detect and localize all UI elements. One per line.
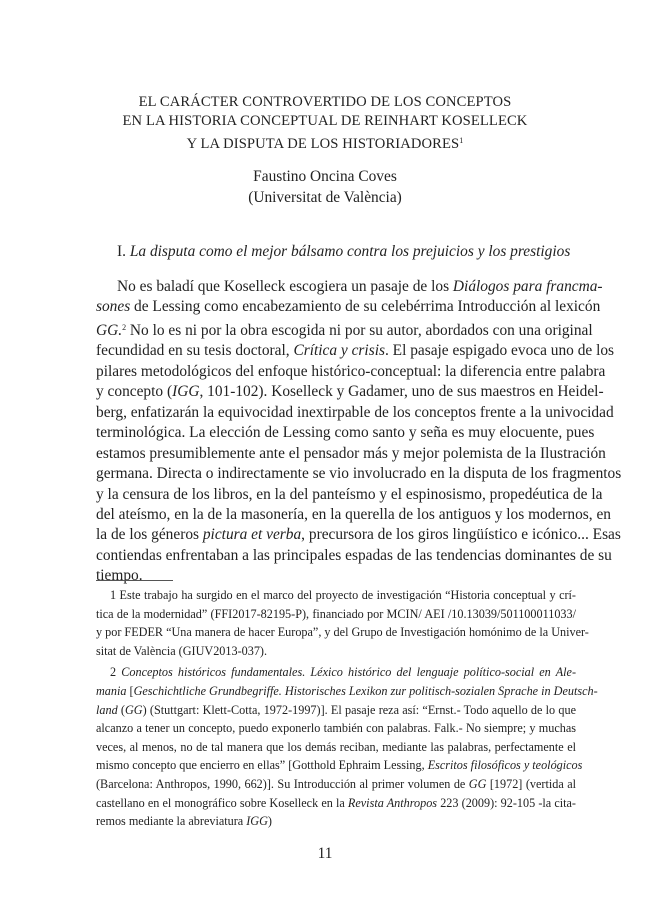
body-line [96,423,595,443]
footnote-line [96,812,576,831]
footnote-line [96,701,576,720]
footnote-line [96,642,576,661]
body-text: terminológica. La elección de Lessing como santo y seña es muy elocuente, pues [96,424,595,442]
footnote-text: ) [267,814,272,829]
footnote-line [96,794,576,813]
body-line [96,382,604,402]
body-text: , precursora de los giros lingüístico e icónico... Esas [301,526,621,544]
footnote-text: ) (Stuttgart: Klett-Cotta, 1972-1997)]. El pasaje reza así: “Ernst.- Todo aquello de lo que [142,702,577,717]
footnote-text: veces, al menos, no de tal manera que los demás reciban, mediante las palabras, perfectamente el [96,739,576,754]
body-text: . El pasaje espigado evoca uno de los [384,342,615,360]
body-line [96,485,603,505]
footnote-text: castellano en el monográfico sobre Koselleck en la [96,795,348,810]
footnotes-section [96,586,598,831]
footnote-line [96,586,576,605]
body-text: estamos presumiblemente ante el pensador más y mejor polemista de la Ilustración [96,444,606,462]
footnote-line [96,738,576,757]
footnote-line [96,623,589,642]
footnote-text: y por FEDER “Una manera de hacer Europa”, y del Grupo de Investigación homónimo de la Univer- [96,625,589,640]
body-line [96,566,576,586]
title-footnote-marker[interactable]: 1 [459,136,464,145]
footnote-text: 1 Este trabajo ha surgido en el marco del proyecto de investigación “Historia conceptual y crí- [110,588,576,602]
body-line [96,546,612,566]
author-name: Faustino Oncina Coves [253,168,397,185]
body-line [96,277,603,297]
body-italic-text: GG. [96,321,123,339]
body-text: fecundidad en su tesis doctoral, [96,342,294,360]
chapter-title-line-3-text: Y LA DISPUTA DE LOS HISTORIADORES [186,136,460,152]
footnote-line [96,682,598,701]
body-text: berg, enfatizarán la equivocidad inextirpable de los conceptos frente a la univocidad [96,403,614,421]
footnote-text: 2 [110,665,122,680]
section-title: La disputa como el mejor bálsamo contra los prejuicios y los prestigios [129,243,571,260]
footnote-italic-text: GG [468,776,487,791]
footnote-line [96,605,576,624]
body-text: del ateísmo, en la de la masonería, en la querella de los antiguos y los modernos, en [96,505,612,523]
body-text: pilares metodológicos del enfoque histórico-conceptual: la diferencia entre palabra [96,362,606,380]
footnote-text: sitat de València (GIUV2013-037). [96,643,268,658]
footnote-line [96,663,576,682]
body-text: tiempo. [96,567,143,585]
footnote-line [96,756,583,775]
chapter-title [60,93,590,154]
footnote-line [96,775,576,794]
body-text: No lo es ni por la obra escogida ni por su autor, abordados con una original [126,321,593,339]
body-line [96,505,612,525]
footnote-italic-text: Geschichtliche Grundbegriffe. Historisches Lexikon zur politisch-sozialen Sprache in Deutsch- [133,683,598,698]
body-text: de Lessing como encabezamiento de su celebérrima Introducción al lexicón [130,298,601,316]
footnote-text: ( [117,702,125,717]
footnote-text: 223 (2009): 92-105 -la cita- [437,795,576,810]
footnote-italic-text: Escritos filosóficos y teológicos [427,758,583,773]
body-line [96,403,614,423]
body-italic-text: IGG [172,383,200,401]
body-text: la de los géneros [96,526,203,544]
body-line [96,362,606,382]
body-line [96,318,593,341]
footnote [96,586,589,660]
body-paragraph [96,277,622,587]
section-number: I. [117,243,126,260]
body-text: germana. Directa o indirectamente se vio involucrado en la disputa de los fragmentos [96,465,622,483]
body-line [96,525,621,545]
body-italic-text: sones [96,298,131,316]
footnote-italic-text: Revista Anthropos [347,795,438,810]
footnote-text: remos mediante la abreviatura [96,814,247,829]
author-affiliation: (Universitat de València) [248,189,402,206]
chapter-title-line-2: EN LA HISTORIA CONCEPTUAL DE REINHART KOSELLECK [122,113,528,129]
body-italic-text: Diálogos para francma- [452,278,603,295]
body-text: contiendas enfrentaban a las principales espadas de las tendencias dominantes de su [96,546,612,564]
chapter-title-line-3 [60,131,590,154]
footnote-italic-text: IGG [246,814,268,829]
footnote-text: tica de la modernidad” (FFI2017-82195-P), financiado por MCIN/ AEI /10.13039/501100011033/ [96,606,576,621]
body-line [96,297,601,317]
footnote-italic-text: GG [124,702,143,717]
page-number: 11 [317,845,333,862]
body-line [96,464,622,484]
body-line [96,444,606,464]
body-line [96,341,615,361]
body-text: y concepto ( [96,383,173,401]
footnote-italic-text: Conceptos históricos fundamentales. Léxico histórico del lenguaje político-social en Ale- [121,665,577,680]
footnote-separator [96,580,173,581]
body-italic-text: pictura et verba [202,526,302,544]
footnote [96,663,598,830]
footnote-text: mismo concepto que encierro en ellas” [Gotthold Ephraim Lessing, [96,758,428,773]
body-text: No es baladí que Koselleck escogiera un pasaje de los [117,278,453,295]
footnote-text: [1972] (vertida al [486,776,576,791]
footnote-text: [ [126,683,134,698]
section-heading [117,242,570,262]
footnote-marker[interactable]: 2 [122,322,127,332]
body-italic-text: Crítica y crisis [293,342,385,360]
footnote-text: (Barcelona: Anthropos, 1990, 662)]. Su Introducción al primer volumen de [96,776,469,791]
footnote-text: alcanzo a tener un concepto, puedo exponerlo también con palabras. Falk.- No siempre; y muchas [96,721,576,736]
body-text: , 101-102). Koselleck y Gadamer, uno de sus maestros en Heidel- [199,383,604,401]
footnote-italic-text: mania [96,683,127,698]
footnote-italic-text: land [96,702,118,717]
body-text: y la censura de los libros, en la del panteísmo y el espinosismo, propedéutica de la [96,485,603,503]
footnote-line [96,719,576,738]
author-block [60,166,590,208]
chapter-title-line-1: EL CARÁCTER CONTROVERTIDO DE LOS CONCEPTOS [138,94,512,110]
